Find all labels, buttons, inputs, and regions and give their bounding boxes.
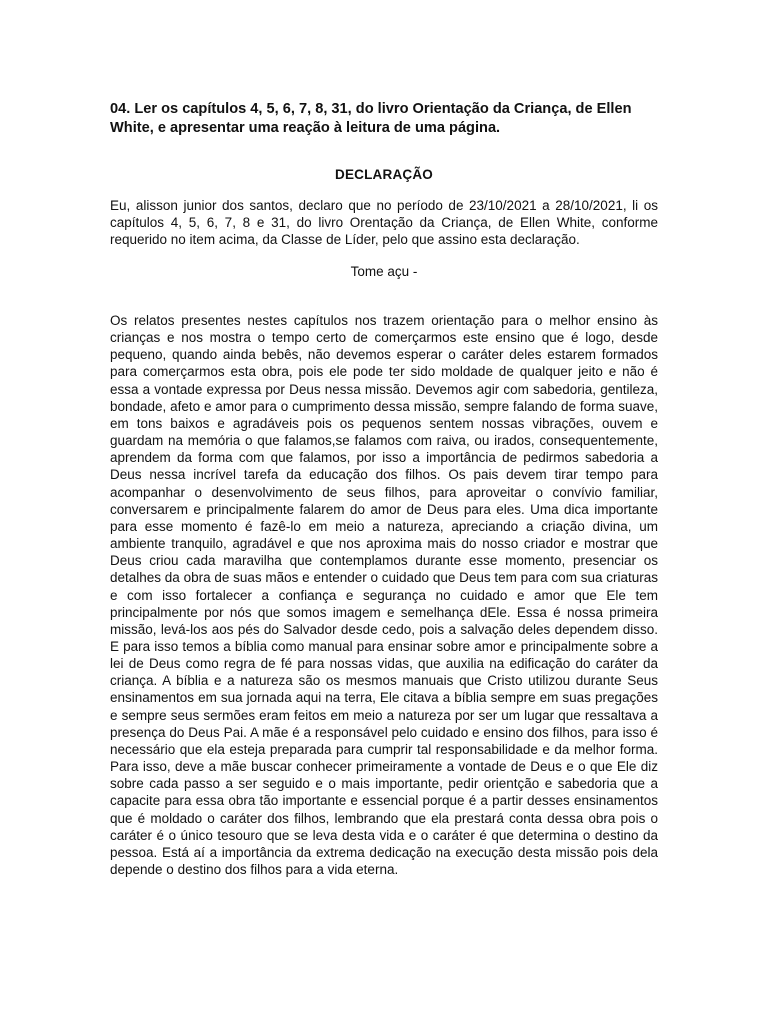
declaration-title: DECLARAÇÃO: [335, 167, 433, 182]
location-line: Tome açu -: [350, 264, 418, 279]
document-page: [110, 100, 658, 878]
assignment-heading: 04. Ler os capítulos 4, 5, 6, 7, 8, 31, do livro Orientação da Criança, de Ellen White, e apresentar uma reação à leitura de uma página.: [110, 101, 632, 136]
reaction-paragraph: Os relatos presentes nestes capítulos nos trazem orientação para o melhor ensino às crianças e nos mostra o tempo certo de comerçarmos este ensino que é logo, desde pequeno, quando ainda bebês, não devemos esperar o caráter deles estarem formados para comerçarmos esta obra, pois ele pode ter sido moldade de qualquer jeito e não é essa a vontade expressa por Deus nessa missão. Devemos agir com sabedoria, gentileza, bondade, afeto e amor para o cumprimento dessa missão, sempre falando de forma suave, em tons baixos e agradáveis pois os pequenos sentem nossas vibrações, ouvem e guardam na memória o que falamos,se falamos com raiva, ou irados, consequentemente, aprendem da forma com que falamos, por isso a importância de pedirmos sabedoria a Deus nessa incrível tarefa da educação dos filhos. Os pais devem tirar tempo para acompanhar o desenvolvimento de seus filhos, para aproveitar o convívio familiar, conversarem e principalmente falarem do amor de Deus para eles. Uma dica importante para esse momento é fazê-lo em meio a natureza, apreciando a criação divina, um ambiente tranquilo, agradável e que nos aproxima mais do nosso criador e mostrar que Deus criou cada maravilha que contemplamos durante esse momento, presenciar os detalhes da obra de suas mãos e entender o cuidado que Deus tem para com sua criaturas e com isso fortalecer a confiança e segurança no cuidado e amor que Ele tem principalmente por nós que somos imagem e semelhança dEle. Essa é nossa primeira missão, levá-los aos pés do Salvador desde cedo, pois a salvação deles dependem disso. E para isso temos a bíblia como manual para ensinar sobre amor e principalmente sobre a lei de Deus como regra de fé para nossas vidas, que auxilia na edificação do caráter da criança. A bíblia e a natureza são os mesmos manuais que Cristo utilizou durante Seus ensinamentos em sua jornada aqui na terra, Ele citava a bíblia sempre em suas pregações e sempre seus sermões eram feitos em meio a natureza por ser um lugar que ressaltava a presença do Deus Pai. A mãe é a responsável pelo cuidado e ensino dos filhos, para isso é necessário que ela esteja preparada para cumprir tal responsabilidade e da melhor forma. Para isso, deve a mãe buscar conhecer primeiramente a vontade de Deus e o que Ele diz sobre cada passo a ser seguido e o mais importante, pedir orientção e sabedoria que a capacite para essa obra tão importante e essencial porque é a partir desses ensinamentos que é moldado o caráter dos filhos, lembrando que ela prestará conta dessa obra pois o caráter é o único tesouro que se leva desta vida e o caráter é que determina o destino da pessoa. Está aí a importância da extrema dedicação na execução desta missão pois dela depende o destino dos filhos para a vida eterna.: [110, 313, 658, 877]
declaration-paragraph: Eu, alisson junior dos santos, declaro que no período de 23/10/2021 a 28/10/2021, li os capítulos 4, 5, 6, 7, 8 e 31, do livro Orentação da Criança, de Ellen White, conforme requerido no item acima, da Classe de Líder, pelo que assino esta declaração.: [110, 198, 658, 247]
